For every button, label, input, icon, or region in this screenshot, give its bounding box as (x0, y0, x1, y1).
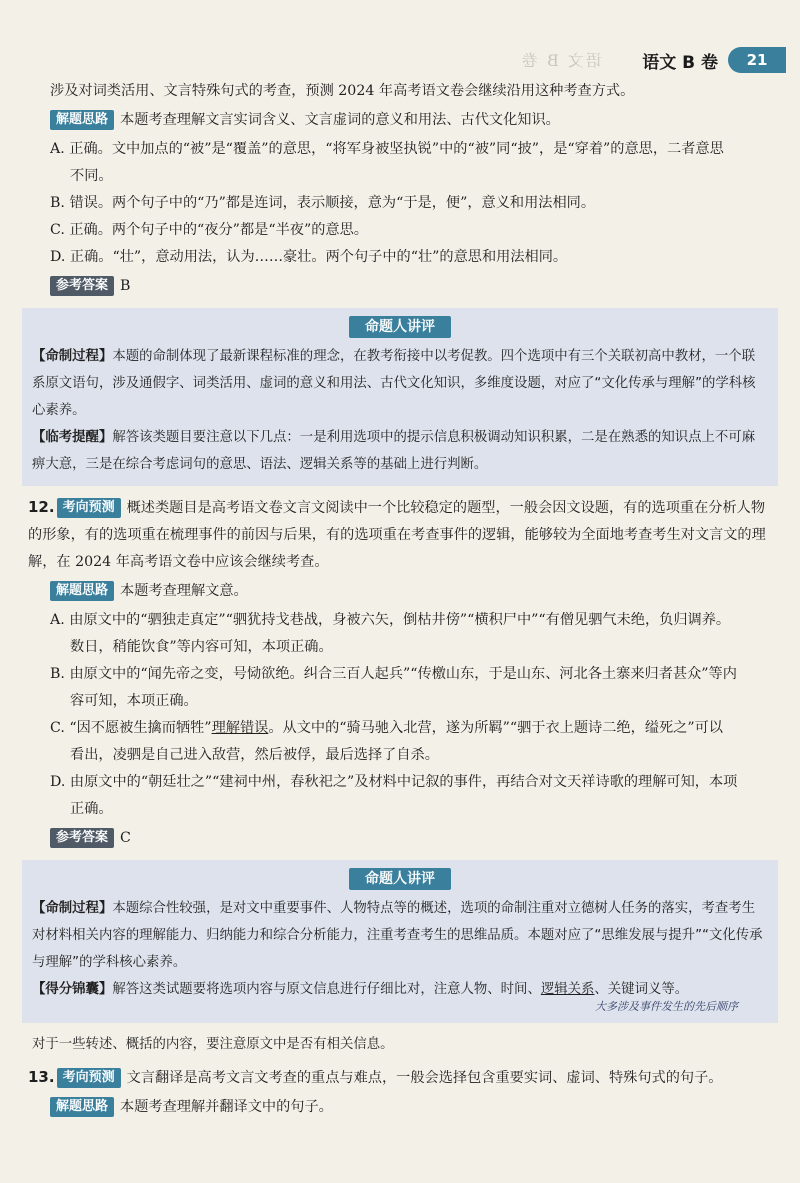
page-number-badge: 21 (728, 47, 786, 73)
header-title: 语文 B 卷 (642, 52, 718, 73)
box-label: 【得分锦囊】 (32, 982, 113, 997)
q11-box-para2 (32, 424, 768, 478)
q13-number: 13. (28, 1068, 55, 1086)
box-text: 本题综合性较强，是对文中重要事件、人物特点等的概述，选项的命制注重对立德树人任务的落实，考查考生对材料相关内容的理解能力、归纳能力和综合分析能力，注重考查考生的思维品质。本题对应了“思维发展与提升”“文化传承与理解”的学科核心素养。 (32, 901, 763, 970)
bleed-through-text: 语文 B 卷 (520, 51, 602, 70)
box-text: 解答这类试题要将选项内容与原文信息进行仔细比对，注意人物、时间、 (112, 982, 541, 997)
q11-option-b: B. 错误。两个句子中的“乃”都是连词，表示顺接，意为“于是，便”，意义和用法相同。 (50, 195, 596, 211)
commentary-title: 命题人讲评 (349, 316, 451, 338)
q12-option-b (28, 661, 772, 715)
q11-commentary-box (22, 308, 778, 486)
box-label: 【命制过程】 (32, 349, 113, 364)
content (28, 78, 772, 1123)
q13-jieti-text: 本题考查理解并翻译文中的句子。 (120, 1099, 333, 1115)
q12-option-d (28, 769, 772, 823)
answer-tag: 参考答案 (50, 276, 114, 296)
q12-answer (28, 825, 772, 852)
q11-option-a (28, 136, 772, 190)
box-label: 【命制过程】 (32, 901, 113, 916)
q12-commentary-box (22, 860, 778, 1023)
commentary-title: 命题人讲评 (349, 868, 451, 890)
q11-jieti-text: 本题考查理解文言实词含义、文言虚词的意义和用法、古代文化知识。 (120, 112, 560, 128)
answer-tag: 参考答案 (50, 828, 114, 848)
q12-option-c (28, 715, 772, 769)
q11-option-a-line2: 不同。 (70, 168, 113, 184)
q12-yuce (28, 494, 772, 576)
q12-jieti-text: 本题考查理解文意。 (120, 583, 248, 599)
box-text-underlined: 逻辑关系 (540, 982, 595, 997)
yuce-tag: 考向预测 (57, 498, 121, 518)
q12-option-a-line2: 数日，稍能饮食”等内容可知，本项正确。 (70, 639, 333, 655)
q12-jieti (28, 578, 772, 605)
q11-intro: 涉及对词类活用、文言特殊句式的考查，预测 2024 年高考语文卷会继续沿用这种考查方式。 (50, 83, 635, 99)
box-label: 【临考提醒】 (32, 430, 113, 445)
handwritten-note: 大多涉及事件发生的先后顺序 (595, 1000, 738, 1013)
box-text: 本题的命制体现了最新课程标准的理念，在教考衔接中以考促教。四个选项中有三个关联初高中教材，一个联系原文语句，涉及通假字、词类活用、虚词的意义和用法、古代文化知识，多维度设题，对应了“文化传承与理解”的学科核心素养。 (32, 349, 756, 418)
q12-yuce-text: 概述类题目是高考语文卷文言文阅读中一个比较稳定的题型，一般会因文设题，有的选项重在分析人物的形象，有的选项重在梳理事件的前因与后果，有的选项重在考查事件的逻辑，能够较为全面地考查考生对文言文的理解，在 2024 年高考语文卷中应该会继续考查。 (28, 500, 766, 570)
q12-option-c-line2: 看出，凌驷是自己进入敌营，然后被俘，最后选择了自杀。 (70, 747, 439, 763)
q11-jieti (28, 107, 772, 134)
q11-box-para1 (32, 343, 768, 424)
q13-yuce-text: 文言翻译是高考文言文考查的重点与难点，一般会选择包含重要实词、虚词、特殊句式的句子。 (126, 1070, 723, 1086)
q11-answer (28, 273, 772, 300)
page-header (642, 46, 786, 74)
box-text: 解答该类题目要注意以下几点：一是利用选项中的提示信息积极调动知识积累，二是在熟悉的知识点上不可麻痹大意，三是在综合考虑词句的意思、语法、逻辑关系等的基础上进行判断。 (32, 430, 756, 472)
q11-option-d: D. 正确。“壮”，意动用法，认为……豪壮。两个句子中的“壮”的意思和用法相同。 (50, 249, 568, 265)
jieti-tag: 解题思路 (50, 581, 114, 601)
q11-answer-value: B (120, 278, 131, 294)
q13-yuce (28, 1064, 772, 1092)
q12-option-a (28, 607, 772, 661)
q12-box-para1 (32, 895, 768, 976)
q12-after-note: 对于一些转述、概括的内容，要注意原文中是否有相关信息。 (32, 1037, 394, 1052)
q12-number: 12. (28, 498, 55, 516)
q12-answer-value: C (120, 830, 131, 846)
q11-option-a-line1: A. 正确。文中加点的“被”是“覆盖”的意思，“将军身被坚执锐”中的“被”同“披”，是“穿着”的意思，二者意思 (50, 141, 724, 157)
jieti-tag: 解题思路 (50, 110, 114, 130)
q12-option-b-line2: 容可知，本项正确。 (70, 693, 198, 709)
q12-option-c-underlined: 理解错误 (211, 720, 269, 736)
q12-option-a-line1: A. 由原文中的“驷独走真定”“驷犹持戈巷战，身被六矢，倒枯井傍”“横积尸中”“有僧见驷气未绝，负归调养。 (50, 612, 731, 628)
yuce-tag: 考向预测 (57, 1068, 121, 1088)
q12-option-d-line1: D. 由原文中的“朝廷壮之”“建祠中州，春秋祀之”及材料中记叙的事件，再结合对文天祥诗歌的理解可知，本项 (50, 774, 738, 790)
q11-option-c: C. 正确。两个句子中的“夜分”都是“半夜”的意思。 (50, 222, 368, 238)
q12-option-b-line1: B. 由原文中的“闻先帝之变，号恸欲绝。纠合三百人起兵”“传檄山东，于是山东、河北各土寨来归者甚众”等内 (50, 666, 737, 682)
box-text: 、关键词义等。 (594, 982, 689, 997)
q12-option-d-line2: 正确。 (70, 801, 113, 817)
q12-option-c-post: 。从文中的“骑马驰入北营，遂为所羁”“驷于衣上题诗二绝，缢死之”可以 (268, 720, 723, 736)
jieti-tag: 解题思路 (50, 1097, 114, 1117)
q13-jieti (28, 1094, 772, 1121)
q12-option-c-pre: C. “因不愿被生擒而牺牲” (50, 720, 212, 736)
